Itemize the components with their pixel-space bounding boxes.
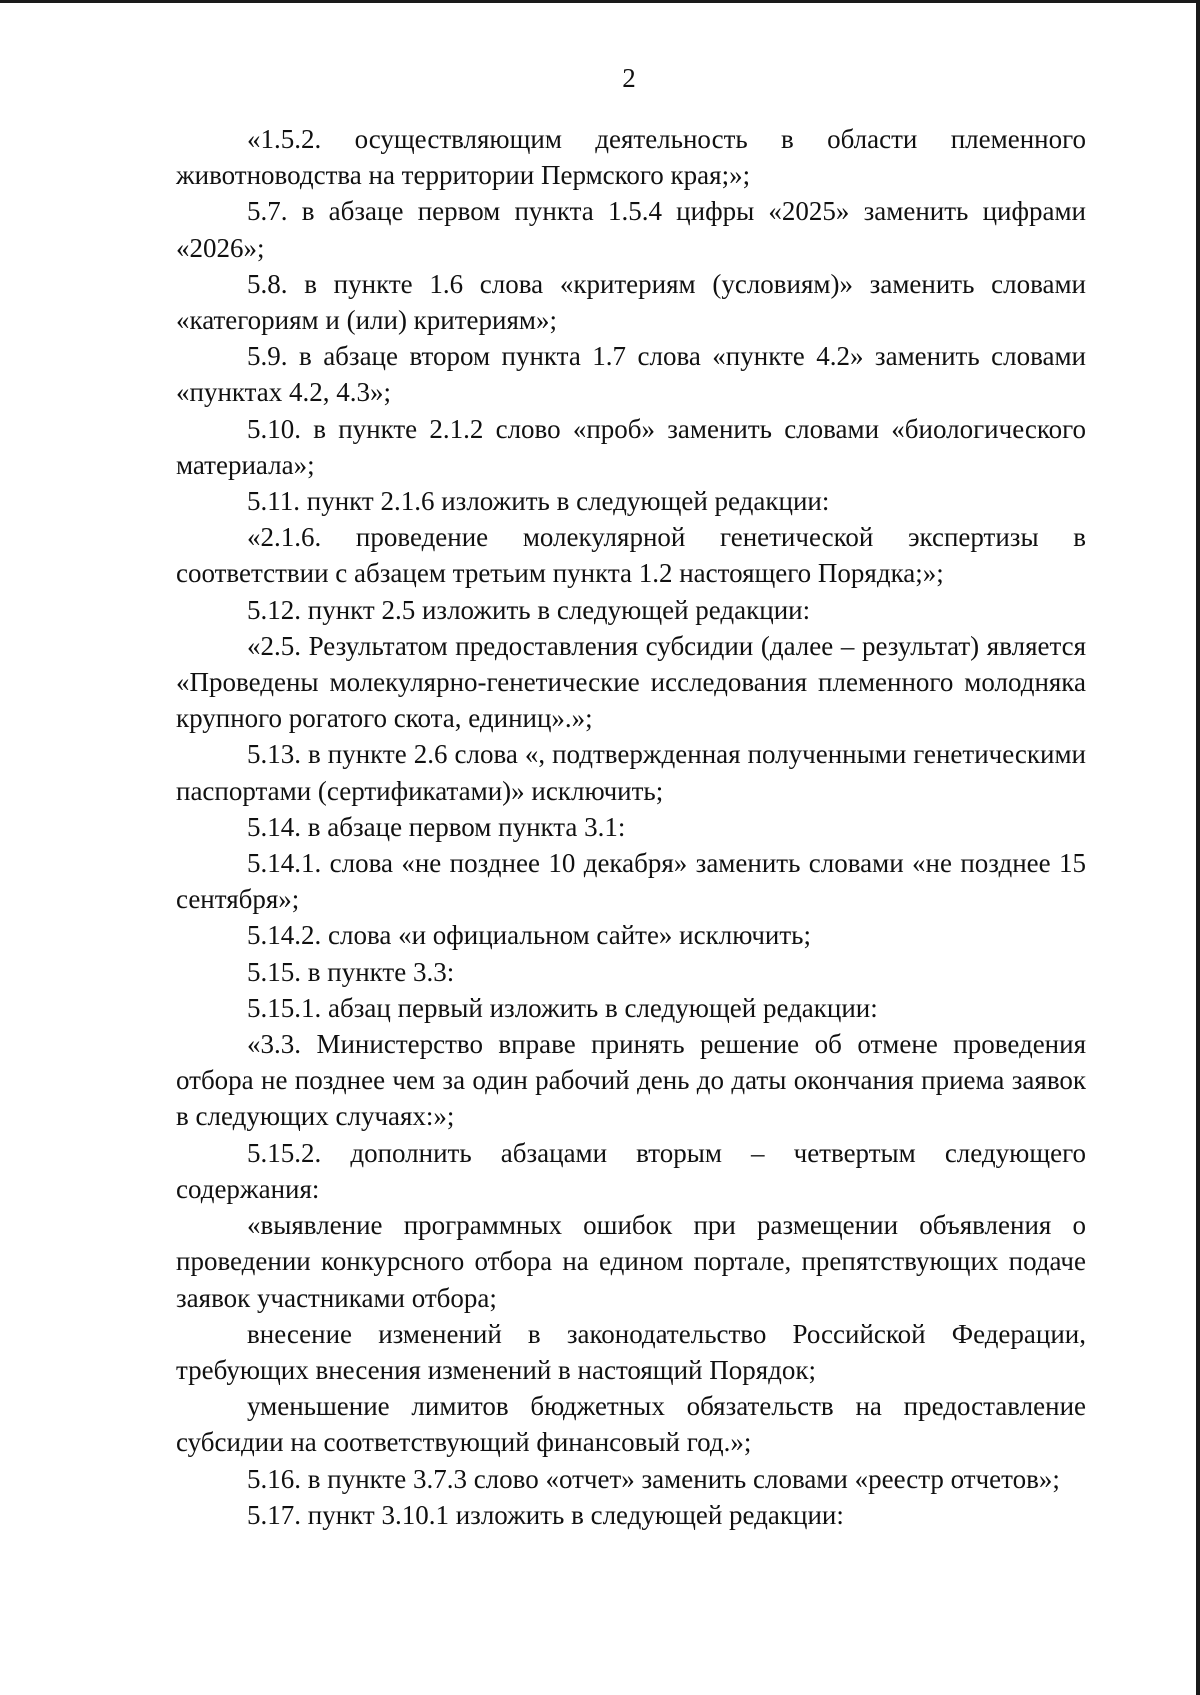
paragraph-5-7: 5.7. в абзаце первом пункта 1.5.4 цифры «2025» заменить цифрами «2026»;	[176, 196, 1086, 263]
document-body	[176, 121, 1086, 1533]
paragraph-5-15-1: 5.15.1. абзац первый изложить в следующей редакции:	[247, 992, 878, 1023]
paragraph-program-errors: «выявление программных ошибок при размещении объявления о проведении конкурсного отбора на едином портале, препятствующих подаче заявок участниками отбора;	[176, 1210, 1086, 1313]
scan-edge-right	[1196, 0, 1200, 1695]
paragraph-budget-limits: уменьшение лимитов бюджетных обязательств на предоставление субсидии на соответствующий финансовый год.»;	[176, 1391, 1086, 1458]
paragraph-5-17: 5.17. пункт 3.10.1 изложить в следующей редакции:	[247, 1499, 844, 1530]
paragraph-5-14: 5.14. в абзаце первом пункта 3.1:	[247, 811, 626, 842]
paragraph-2-1-6-quote: «2.1.6. проведение молекулярной генетической экспертизы в соответствии с абзацем третьим пункта 1.2 настоящего Порядка;»;	[176, 522, 1086, 589]
paragraph-1-5-2-quote: «1.5.2. осуществляющим деятельность в области племенного животноводства на территории Пермского края;»;	[176, 124, 1086, 191]
paragraph-3-3-quote: «3.3. Министерство вправе принять решение об отмене проведения отбора не позднее чем за один рабочий день до даты окончания приема заявок в следующих случаях:»;	[176, 1029, 1086, 1132]
paragraph-5-10: 5.10. в пункте 2.1.2 слово «проб» заменить словами «биологического материала»;	[176, 413, 1086, 480]
paragraph-5-11: 5.11. пункт 2.1.6 изложить в следующей редакции:	[247, 486, 830, 517]
page-number: 2	[622, 63, 636, 93]
paragraph-5-12: 5.12. пункт 2.5 изложить в следующей редакции:	[247, 594, 811, 625]
paragraph-5-15: 5.15. в пункте 3.3:	[247, 956, 455, 987]
paragraph-5-9: 5.9. в абзаце втором пункта 1.7 слова «пункте 4.2» заменить словами «пунктах 4.2, 4.3»;	[176, 341, 1086, 408]
paragraph-2-5-quote: «2.5. Результатом предоставления субсидии (далее – результат) является «Проведены молекулярно-генетические исследования племенного молодняка крупного рогатого скота, единиц».»;	[176, 630, 1086, 734]
paragraph-5-16: 5.16. в пункте 3.7.3 слово «отчет» заменить словами «реестр отчетов»;	[247, 1463, 1060, 1494]
paragraph-5-14-2: 5.14.2. слова «и официальном сайте» исключить;	[247, 920, 811, 951]
scan-edge-top	[0, 0, 1200, 3]
paragraph-5-14-1: 5.14.1. слова «не позднее 10 декабря» заменить словами «не позднее 15 сентября»;	[176, 848, 1086, 915]
paragraph-legislation-changes: внесение изменений в законодательство Российской Федерации, требующих внесения изменений в настоящий Порядок;	[176, 1318, 1086, 1385]
paragraph-5-15-2: 5.15.2. дополнить абзацами вторым – четвертым следующего содержания:	[176, 1137, 1086, 1204]
paragraph-5-8: 5.8. в пункте 1.6 слова «критериям (условиям)» заменить словами «категориям и (или) критериям»;	[176, 268, 1086, 336]
paragraph-5-13: 5.13. в пункте 2.6 слова «, подтвержденная полученными генетическими паспортами (сертификатами)» исключить;	[176, 739, 1086, 806]
